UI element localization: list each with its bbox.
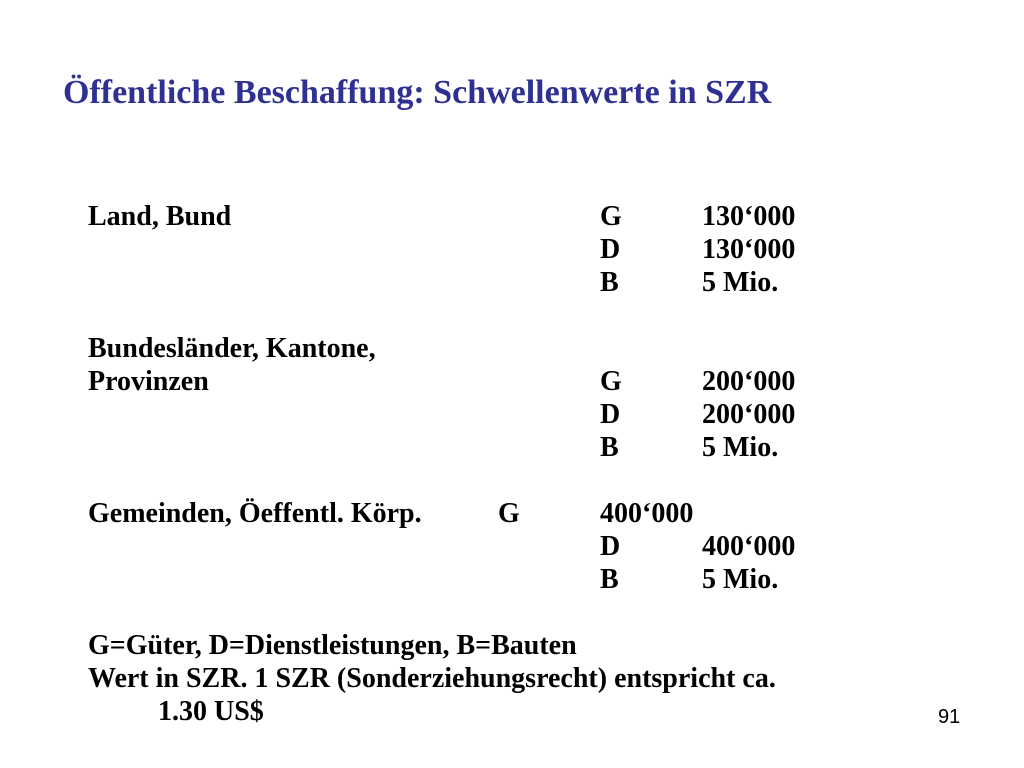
category-code: G bbox=[498, 498, 520, 529]
spacer bbox=[88, 596, 968, 629]
legend-text: G=Güter, D=Dienstleistungen, B=Bauten bbox=[88, 630, 577, 661]
threshold-value: 130‘000 bbox=[702, 234, 796, 265]
category-code: D bbox=[600, 234, 621, 265]
threshold-value: 200‘000 bbox=[702, 399, 796, 430]
category-code: G bbox=[600, 366, 622, 397]
note-text: Wert in SZR. 1 SZR (Sonderziehungsrecht) entspricht ca. bbox=[88, 663, 776, 694]
threshold-row bbox=[88, 365, 968, 398]
category-code: D bbox=[600, 399, 621, 430]
note-text: 1.30 US$ bbox=[158, 696, 264, 727]
threshold-row bbox=[88, 266, 968, 299]
category-code: B bbox=[600, 564, 619, 595]
category-code: G bbox=[600, 201, 622, 232]
threshold-value: 200‘000 bbox=[702, 366, 796, 397]
category-code: D bbox=[600, 531, 621, 562]
threshold-row bbox=[88, 398, 968, 431]
threshold-value: 130‘000 bbox=[702, 201, 796, 232]
authority-label: Land, Bund bbox=[88, 201, 232, 232]
threshold-row bbox=[88, 497, 968, 530]
threshold-row bbox=[88, 332, 968, 365]
threshold-value: 400‘000 bbox=[600, 498, 694, 529]
slide-title: Öffentliche Beschaffung: Schwellenwerte in SZR bbox=[63, 74, 772, 111]
page-number: 91 bbox=[938, 706, 961, 728]
spacer bbox=[88, 299, 968, 332]
threshold-row bbox=[88, 233, 968, 266]
authority-label: Bundesländer, Kantone, bbox=[88, 333, 376, 364]
spacer bbox=[88, 464, 968, 497]
threshold-row bbox=[88, 200, 968, 233]
threshold-row bbox=[88, 563, 968, 596]
threshold-row bbox=[88, 431, 968, 464]
threshold-value: 400‘000 bbox=[702, 531, 796, 562]
authority-label: Gemeinden, Öeffentl. Körp. bbox=[88, 498, 422, 529]
threshold-value: 5 Mio. bbox=[702, 267, 779, 298]
threshold-value: 5 Mio. bbox=[702, 432, 779, 463]
threshold-row bbox=[88, 530, 968, 563]
authority-label: Provinzen bbox=[88, 366, 209, 397]
category-code: B bbox=[600, 432, 619, 463]
category-code: B bbox=[600, 267, 619, 298]
threshold-list bbox=[88, 200, 968, 728]
threshold-value: 5 Mio. bbox=[702, 564, 779, 595]
